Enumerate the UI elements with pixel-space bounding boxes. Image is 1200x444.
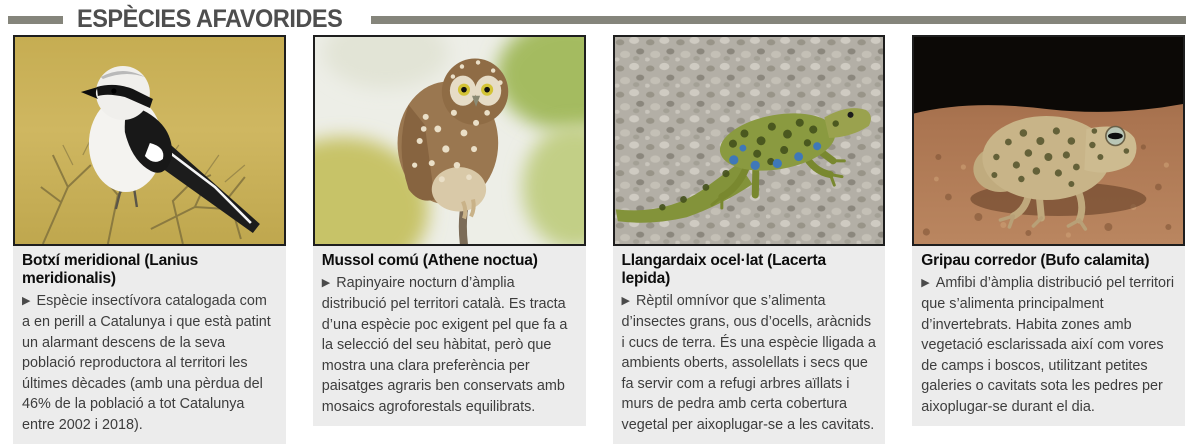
bullet-arrow-icon: ▶ xyxy=(321,276,331,289)
species-info xyxy=(912,246,1185,426)
night-background xyxy=(914,37,1183,115)
little-owl-photo xyxy=(313,35,586,246)
ocellated-lizard-photo xyxy=(613,35,886,246)
species-description xyxy=(921,273,1176,418)
bullet-arrow-icon: ▶ xyxy=(621,294,630,307)
species-info xyxy=(613,246,886,444)
bullet-arrow-icon: ▶ xyxy=(921,276,930,289)
species-name: Botxí meridional (Lanius meridionalis) xyxy=(22,252,199,287)
shrike-illustration xyxy=(15,37,284,244)
species-info xyxy=(313,246,586,426)
species-name: Llangardaix ocel·lat (Lacerta lepida) xyxy=(621,252,826,287)
toad-illustration xyxy=(914,37,1183,244)
section-header xyxy=(0,0,1200,31)
species-description xyxy=(322,273,577,418)
species-card-lizard xyxy=(613,35,886,444)
species-info xyxy=(13,246,286,444)
species-card-toad xyxy=(912,35,1185,444)
page-title: ESPÈCIES AFAVORIDES xyxy=(77,5,343,33)
species-card-shrike xyxy=(13,35,286,444)
southern-grey-shrike-photo xyxy=(13,35,286,246)
species-description-text: Rèptil omnívor que s’alimenta d’insectes grans, ous d’ocells, aràcnids i cucs de terra. És una espècie lligada a ambients oberts, assolellats i secs que fa servir com a refugi arbres aïllats i murs de pedra amb certa cobertura vegetal per aixoplugar-se a les cavitats. xyxy=(621,292,876,433)
species-name: Gripau corredor (Bufo calamita) xyxy=(921,252,1150,269)
species-description-text: Rapinyaire nocturn d’àmplia distribució pel territori català. Es tracta d’una espècie poc exigent pel que fa a la selecció del seu hàbitat, però que mostra una clara preferència per paisatges agraris ben conservats amb mosaics agroforestals equilibrats. xyxy=(321,274,568,415)
header-rule-left xyxy=(8,16,63,24)
species-card-owl xyxy=(313,35,586,444)
species-description-text: Espècie insectívora catalogada com a en perill a Catalunya i que està patint un alarmant descens de la seva població reproductora al territori les últimes dècades (amb una pèrdua del 46% de la població a tot Catalunya entre 2002 i 2018). xyxy=(22,292,271,433)
species-name: Mussol comú (Athene noctua) xyxy=(321,252,538,269)
species-description-text: Amfibi d’àmplia distribució pel territori que s’alimenta principalment d’invertebrats. Habita zones amb vegetació esclarissada així com vores de camps i boscos, utilitzant petites galeries o cavitats sota les pedres per aixoplugar-se durant el dia. xyxy=(921,274,1175,415)
species-description xyxy=(622,291,877,436)
natterjack-toad-photo xyxy=(912,35,1185,246)
species-grid xyxy=(0,31,1200,444)
lizard-illustration xyxy=(615,37,884,244)
header-rule-right xyxy=(371,16,1186,24)
owl-illustration xyxy=(315,37,584,244)
species-description xyxy=(22,291,277,436)
bullet-arrow-icon: ▶ xyxy=(22,294,31,307)
